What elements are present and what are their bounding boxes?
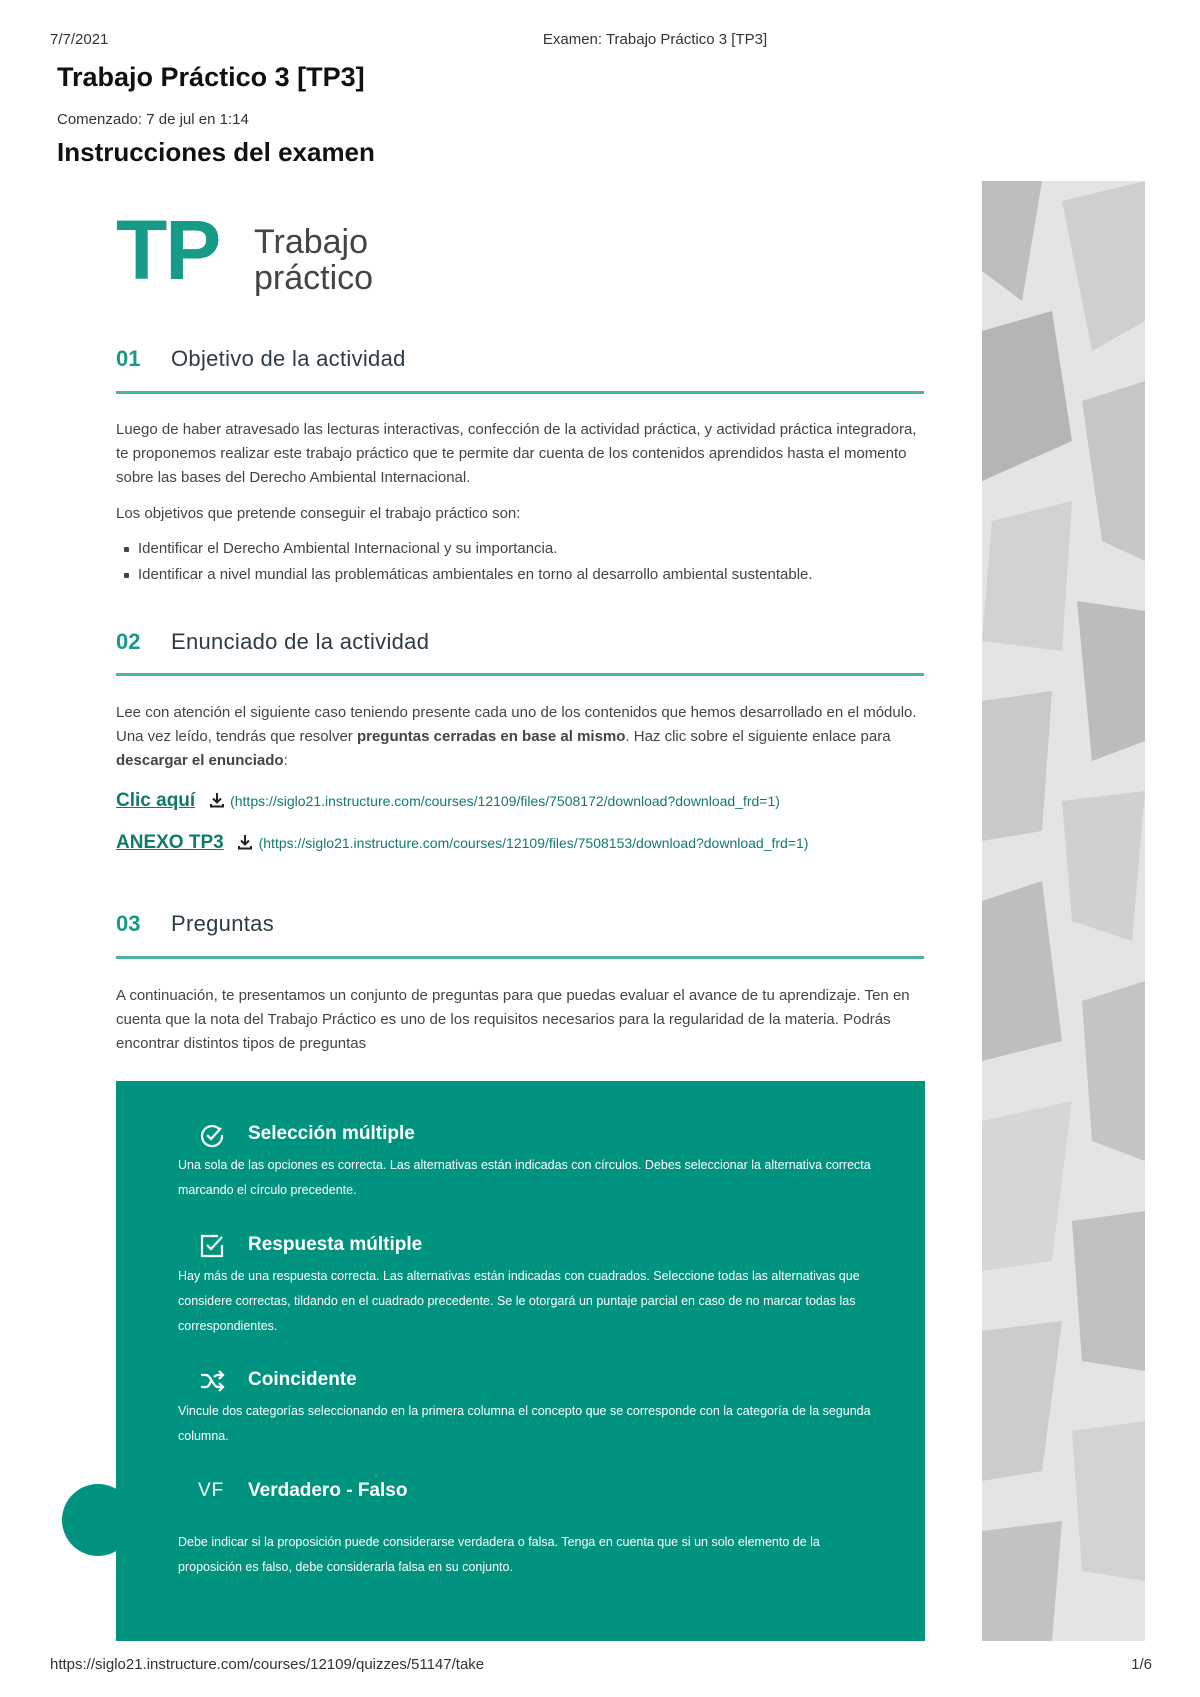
- print-page-number: 1/6: [1131, 1656, 1152, 1673]
- question-type-item: [178, 1367, 878, 1449]
- question-type-description: Vincule dos categorías seleccionando en la primera columna el concepto que se corresponde con la categoría de la segunda columna.: [178, 1404, 871, 1443]
- questions-paragraph: A continuación, te presentamos un conjunto de preguntas para que puedas evaluar el avance de tu aprendizaje. Ten en cuenta que la nota del Trabajo Práctico es uno de los requisitos necesarios para la regularidad de la materia. Podrás encontrar distintos tipos de preguntas: [116, 987, 910, 1052]
- circle-check-icon: [198, 1121, 226, 1149]
- question-type-title: Verdadero - Falso: [248, 1480, 408, 1501]
- section-number: 03: [116, 911, 141, 936]
- section-label: Enunciado de la actividad: [171, 629, 430, 654]
- section-02-heading: [116, 629, 924, 657]
- instructions-heading: Instrucciones del examen: [57, 137, 375, 167]
- activity-bold-text: descargar el enunciado: [116, 752, 284, 769]
- decorative-side-image: [982, 181, 1145, 1641]
- section-divider: [116, 956, 924, 959]
- print-date: 7/7/2021: [50, 31, 109, 48]
- section-01-heading: [116, 346, 924, 374]
- activity-bold-text: preguntas cerradas en base al mismo: [356, 728, 626, 745]
- tp-logo-line2: práctico: [254, 259, 374, 297]
- download-icon[interactable]: [208, 791, 226, 809]
- objectives-list: [116, 536, 924, 588]
- started-timestamp: Comenzado: 7 de jul en 1:14: [57, 111, 249, 128]
- question-type-item: [178, 1232, 878, 1339]
- page-title: Trabajo Práctico 3 [TP3]: [57, 62, 365, 92]
- question-type-description: Hay más de una respuesta correcta. Las alternativas están indicadas con cuadrados. Seleccione todas las alternativas que considere correctas, tildando en el cuadrado precedente. Se le otorgará un puntaje parcial en caso de no marcar todas las correspondientes.: [178, 1269, 860, 1333]
- download-link-row: [116, 790, 780, 816]
- section-divider: [116, 391, 924, 394]
- activity-text: :: [283, 752, 288, 769]
- tp-logo-line1: Trabajo: [254, 223, 369, 261]
- question-type-item: [178, 1121, 878, 1203]
- section-label: Preguntas: [171, 911, 274, 936]
- decorative-circle: [62, 1484, 134, 1556]
- tp-logo-mark: TP: [116, 203, 220, 297]
- activity-text: . Haz clic sobre el siguiente enlace para: [625, 728, 891, 745]
- question-type-item: [178, 1478, 878, 1580]
- square-check-icon: [198, 1232, 226, 1260]
- download-link-url[interactable]: (https://siglo21.instructure.com/courses/12109/files/7508153/download?download_frd=1): [258, 835, 809, 851]
- download-link-clic-aqui[interactable]: Clic aquí: [116, 790, 196, 811]
- tp-logo-text: [254, 224, 373, 296]
- section-label: Objetivo de la actividad: [171, 346, 406, 371]
- question-type-title: Coincidente: [248, 1369, 357, 1390]
- section-number: 01: [116, 346, 141, 371]
- question-type-description: Una sola de las opciones es correcta. Las alternativas están indicadas con círculos. Debes seleccionar la alternativa correcta marcando el círculo precedente.: [178, 1158, 871, 1197]
- print-header-title: Examen: Trabajo Práctico 3 [TP3]: [542, 31, 768, 48]
- activity-paragraph: [116, 701, 924, 773]
- shuffle-icon: [198, 1367, 226, 1395]
- download-link-row: [116, 832, 808, 858]
- objective-paragraph: Luego de haber atravesado las lecturas interactivas, confección de la actividad práctica, y actividad práctica integradora, te proponemos realizar este trabajo práctico que te permite dar cuenta de los contenidos aprendidos hasta el momento sobre las bases del Derecho Ambiental Internacional.: [116, 421, 917, 486]
- question-type-description: Debe indicar si la proposición puede considerarse verdadera o falsa. Tenga en cuenta que si un solo elemento de la proposición es falso, debe considerarla falsa en su conjunto.: [178, 1535, 820, 1574]
- list-item: Identificar a nivel mundial las problemáticas ambientales en torno al desarrollo ambiental sustentable.: [116, 562, 924, 588]
- activity-text: Lee con atención el siguiente caso teniendo presente cada uno de los contenidos que hemos desarrollado en el módulo. Una vez leído, tendrás que resolver: [116, 704, 917, 745]
- question-types-panel: [116, 1081, 925, 1641]
- question-type-title: Respuesta múltiple: [248, 1234, 423, 1255]
- tp-logo: [116, 203, 396, 304]
- section-divider: [116, 673, 924, 676]
- objectives-intro: Los objetivos que pretende conseguir el trabajo práctico son:: [116, 505, 521, 522]
- question-type-title: Selección múltiple: [248, 1123, 415, 1144]
- vf-icon: VF: [198, 1480, 225, 1501]
- download-link-url[interactable]: (https://siglo21.instructure.com/courses/12109/files/7508172/download?download_frd=1): [230, 793, 780, 809]
- print-footer-url: https://siglo21.instructure.com/courses/12109/quizzes/51147/take: [50, 1656, 485, 1673]
- section-03-heading: [116, 911, 924, 939]
- download-link-anexo[interactable]: ANEXO TP3: [116, 832, 224, 853]
- list-item: Identificar el Derecho Ambiental Internacional y su importancia.: [116, 536, 924, 562]
- section-number: 02: [116, 629, 141, 654]
- download-icon[interactable]: [236, 833, 254, 851]
